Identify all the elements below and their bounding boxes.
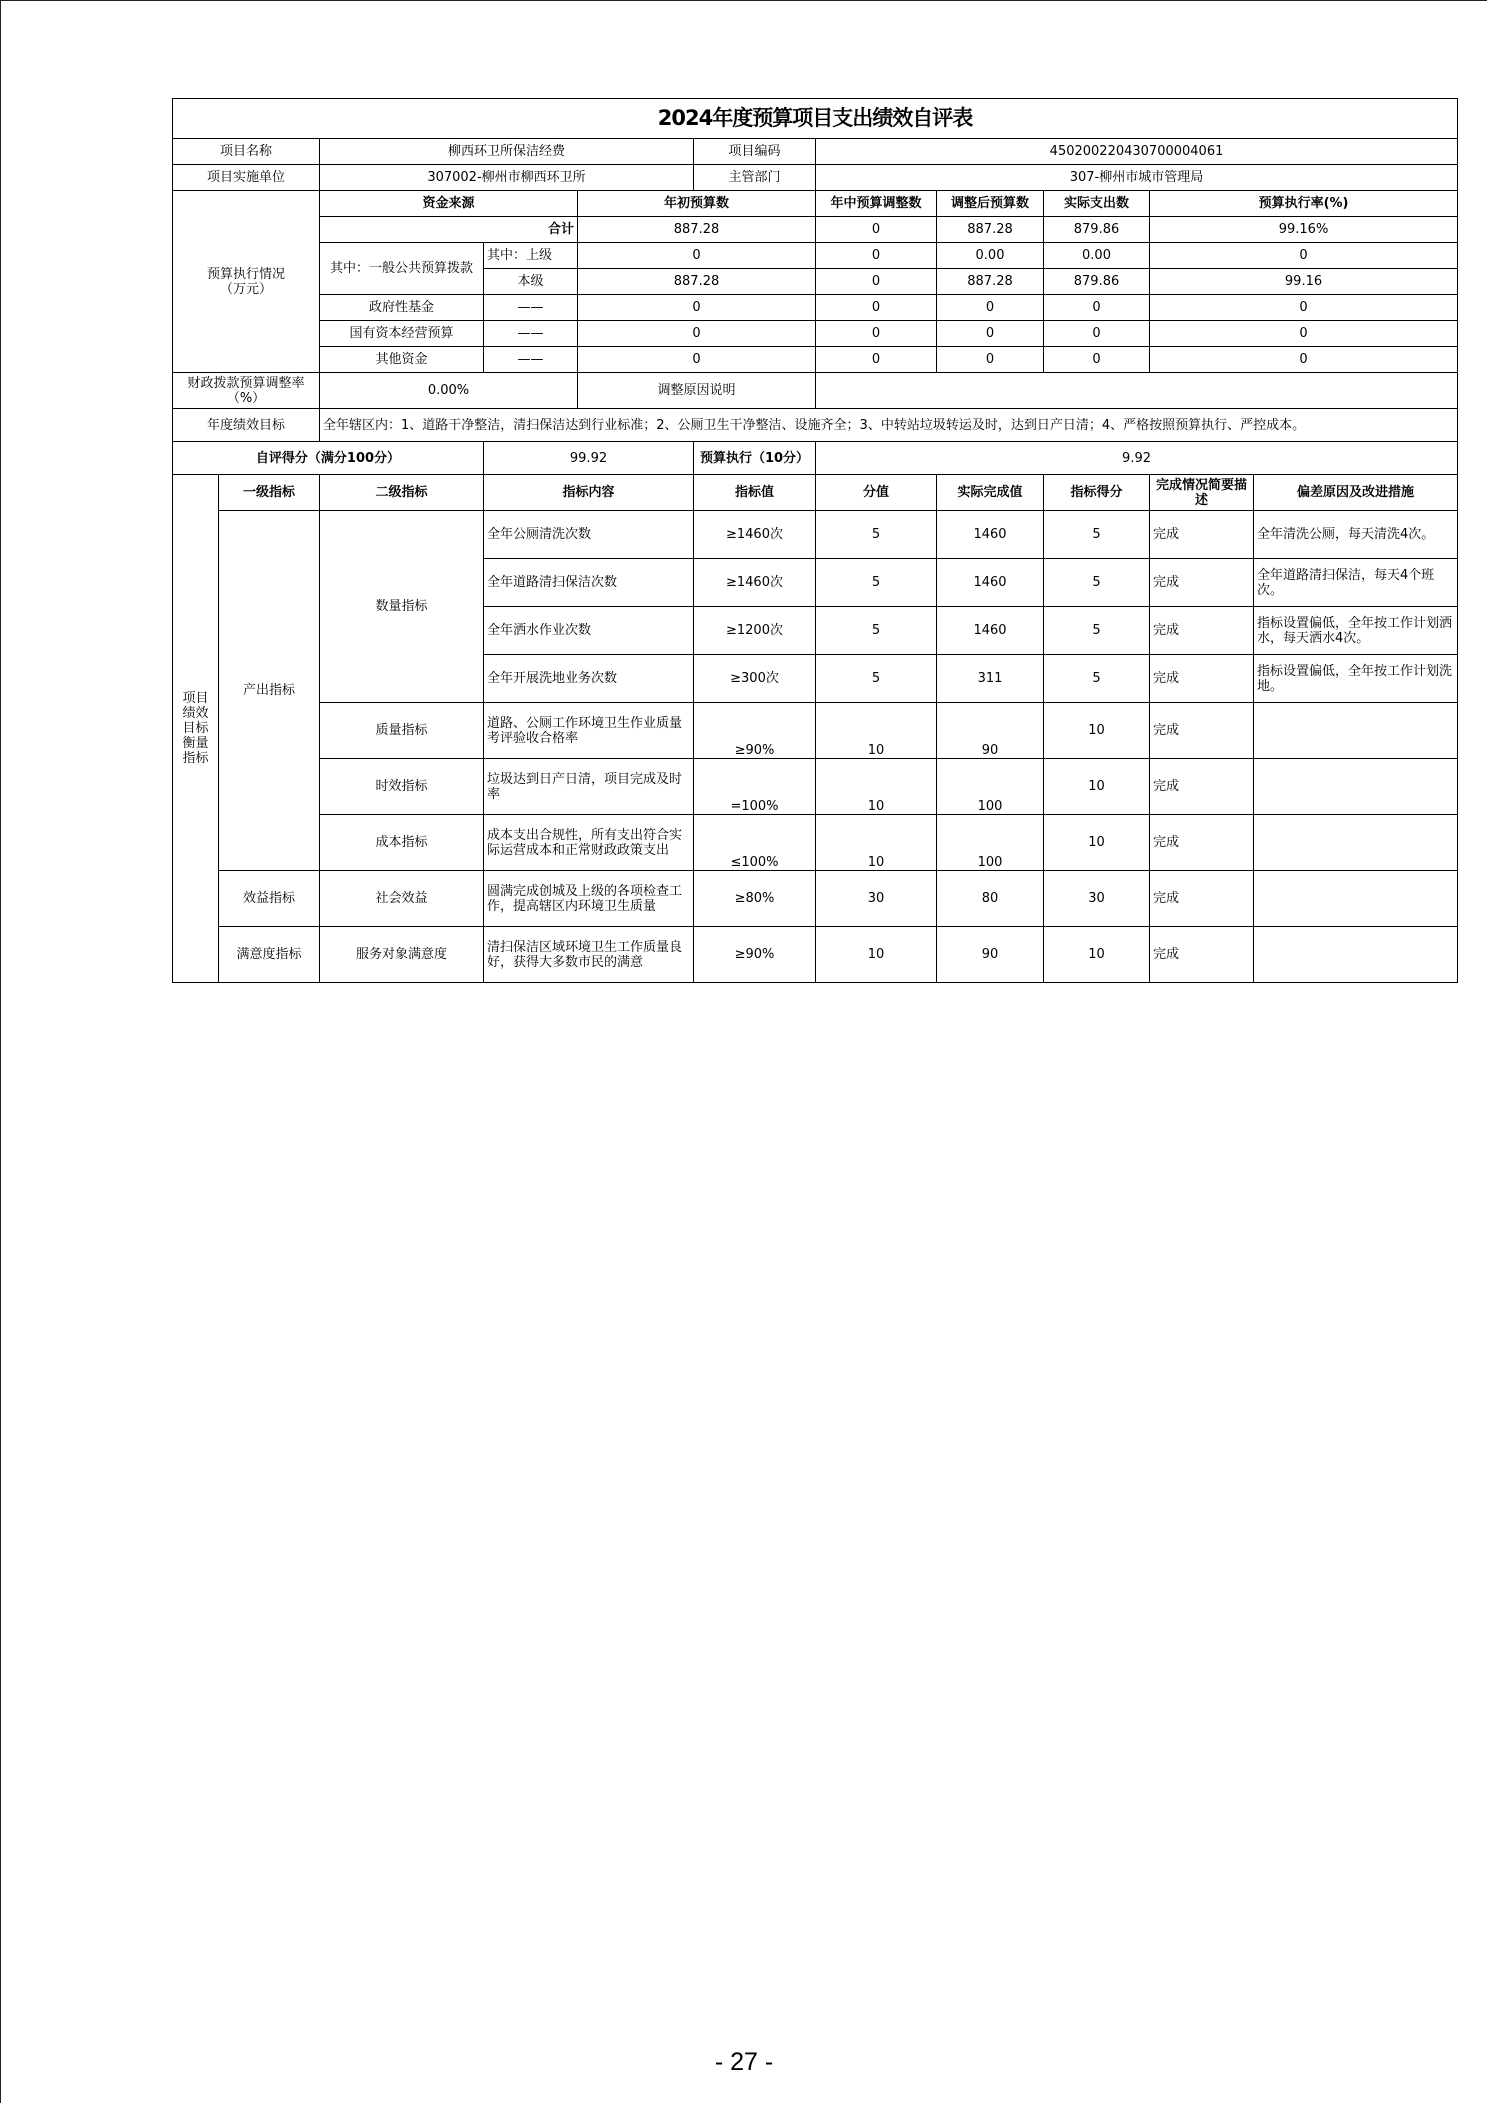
budget-header-source: 资金来源 [320,191,578,217]
indicator-actual: 80 [937,871,1044,927]
indicator-points: 10 [816,759,937,815]
indicator-reason: 指标设置偏低，全年按工作计划洒水，每天洒水4次。 [1254,607,1458,655]
adjust-rate-value: 0.00% [320,373,578,409]
budget-total-adjusted: 887.28 [937,217,1044,243]
indicator-target: ≥80% [694,871,816,927]
dept-value: 307-柳州市城市管理局 [816,165,1458,191]
indicator-status: 完成 [1150,927,1254,983]
level1-satisfaction: 满意度指标 [219,927,320,983]
ind-header-reason: 偏差原因及改进措施 [1254,475,1458,511]
adjust-reason-value [816,373,1458,409]
self-score-value: 99.92 [484,442,694,475]
indicator-section-label: 项目 绩效 目标 衡量 指标 [173,475,219,983]
indicator-points: 5 [816,559,937,607]
ind-header-content: 指标内容 [484,475,694,511]
indicator-content: 成本支出合规性，所有支出符合实际运营成本和正常财政政策支出 [484,815,694,871]
budget-local-label: 本级 [484,269,578,295]
budget-state-capital-initial: 0 [578,321,816,347]
indicator-points: 5 [816,655,937,703]
budget-state-capital-adjusted: 0 [937,321,1044,347]
indicator-status: 完成 [1150,607,1254,655]
level2-cost: 成本指标 [320,815,484,871]
page-number: - 27 - [714,2048,774,2076]
budget-state-capital-label: 国有资本经营预算 [320,321,484,347]
budget-local-adjusted: 887.28 [937,269,1044,295]
indicator-points: 5 [816,607,937,655]
self-score-label: 自评得分（满分100分） [173,442,484,475]
budget-state-capital-rate: 0 [1150,321,1458,347]
budget-upper-rate: 0 [1150,243,1458,269]
unit-label: 项目实施单位 [173,165,320,191]
budget-header-adjust: 年中预算调整数 [816,191,937,217]
level1-benefit: 效益指标 [219,871,320,927]
indicator-target: ≥90% [694,927,816,983]
indicator-score: 10 [1044,927,1150,983]
budget-other-adjusted: 0 [937,347,1044,373]
indicator-reason [1254,759,1458,815]
budget-other-label: 其他资金 [320,347,484,373]
indicator-reason [1254,927,1458,983]
budget-state-capital-actual: 0 [1044,321,1150,347]
indicator-points: 10 [816,927,937,983]
budget-total-rate: 99.16% [1150,217,1458,243]
budget-other-actual: 0 [1044,347,1150,373]
budget-total-initial: 887.28 [578,217,816,243]
indicator-target: ≥300次 [694,655,816,703]
budget-upper-actual: 0.00 [1044,243,1150,269]
indicator-content: 清扫保洁区域环境卫生工作质量良好，获得大多数市民的满意 [484,927,694,983]
indicator-points: 30 [816,871,937,927]
level2-quality: 质量指标 [320,703,484,759]
indicator-reason [1254,815,1458,871]
budget-gov-fund-adjusted: 0 [937,295,1044,321]
indicator-reason [1254,703,1458,759]
budget-gov-fund-adjust: 0 [816,295,937,321]
indicator-points: 5 [816,511,937,559]
indicator-content: 圆满完成创城及上级的各项检查工作，提高辖区内环境卫生质量 [484,871,694,927]
budget-local-rate: 99.16 [1150,269,1458,295]
indicator-status: 完成 [1150,759,1254,815]
annual-goal-text: 全年辖区内：1、道路干净整洁，清扫保洁达到行业标准；2、公厕卫生干净整洁、设施齐全；3、中转站垃圾转运及时，达到日产日清；4、严格按照预算执行、严控成本。 [320,409,1458,442]
budget-gov-fund-actual: 0 [1044,295,1150,321]
ind-header-status: 完成情况简要描述 [1150,475,1254,511]
budget-upper-initial: 0 [578,243,816,269]
budget-gov-fund-label: 政府性基金 [320,295,484,321]
indicator-actual: 90 [937,927,1044,983]
ind-header-score: 指标得分 [1044,475,1150,511]
budget-total-adjust: 0 [816,217,937,243]
budget-gov-fund-initial: 0 [578,295,816,321]
adjust-rate-label: 财政拨款预算调整率（%） [173,373,320,409]
indicator-reason [1254,871,1458,927]
indicator-actual: 1460 [937,511,1044,559]
budget-header-rate: 预算执行率(%) [1150,191,1458,217]
budget-gov-fund-rate: 0 [1150,295,1458,321]
budget-total-actual: 879.86 [1044,217,1150,243]
indicator-score: 5 [1044,655,1150,703]
budget-exec-label: 预算执行（10分） [694,442,816,475]
adjust-reason-label: 调整原因说明 [578,373,816,409]
indicator-actual: 311 [937,655,1044,703]
indicator-points: 10 [816,815,937,871]
budget-section-label: 预算执行情况 （万元） [173,191,320,373]
indicator-target: ≥1200次 [694,607,816,655]
budget-local-initial: 887.28 [578,269,816,295]
budget-gov-fund-dash: —— [484,295,578,321]
budget-other-initial: 0 [578,347,816,373]
performance-self-evaluation-table [172,98,1458,983]
indicator-content: 全年洒水作业次数 [484,607,694,655]
level2-quantity: 数量指标 [320,511,484,703]
indicator-score: 10 [1044,759,1150,815]
indicator-score: 30 [1044,871,1150,927]
project-code: 450200220430700004061 [816,139,1458,165]
dept-label: 主管部门 [694,165,816,191]
ind-header-points: 分值 [816,475,937,511]
budget-header-actual: 实际支出数 [1044,191,1150,217]
budget-upper-adjusted: 0.00 [937,243,1044,269]
table-title: 2024年度预算项目支出绩效自评表 [173,99,1458,139]
indicator-reason: 全年清洗公厕，每天清洗4次。 [1254,511,1458,559]
project-code-label: 项目编码 [694,139,816,165]
annual-goal-label: 年度绩效目标 [173,409,320,442]
budget-exec-value: 9.92 [816,442,1458,475]
indicator-actual: 1460 [937,607,1044,655]
indicator-reason: 全年道路清扫保洁，每天4个班次。 [1254,559,1458,607]
indicator-score: 5 [1044,559,1150,607]
budget-total-label: 合计 [320,217,578,243]
indicator-target: =100% [694,759,816,815]
indicator-target: ≥1460次 [694,559,816,607]
budget-local-actual: 879.86 [1044,269,1150,295]
indicator-score: 10 [1044,815,1150,871]
unit-value: 307002-柳州市柳西环卫所 [320,165,694,191]
budget-header-initial: 年初预算数 [578,191,816,217]
level2-social: 社会效益 [320,871,484,927]
indicator-status: 完成 [1150,871,1254,927]
budget-upper-adjust: 0 [816,243,937,269]
project-name-label: 项目名称 [173,139,320,165]
indicator-target: ≥1460次 [694,511,816,559]
level1-output: 产出指标 [219,511,320,871]
indicator-actual: 1460 [937,559,1044,607]
indicator-status: 完成 [1150,815,1254,871]
budget-state-capital-adjust: 0 [816,321,937,347]
ind-header-level1: 一级指标 [219,475,320,511]
budget-state-capital-dash: —— [484,321,578,347]
budget-local-adjust: 0 [816,269,937,295]
level2-time: 时效指标 [320,759,484,815]
indicator-target: ≤100% [694,815,816,871]
indicator-content: 全年道路清扫保洁次数 [484,559,694,607]
indicator-points: 10 [816,703,937,759]
indicator-score: 10 [1044,703,1150,759]
indicator-score: 5 [1044,607,1150,655]
indicator-status: 完成 [1150,703,1254,759]
indicator-actual: 100 [937,759,1044,815]
indicator-actual: 100 [937,815,1044,871]
indicator-content: 全年开展洗地业务次数 [484,655,694,703]
indicator-status: 完成 [1150,655,1254,703]
indicator-content: 垃圾达到日产日清，项目完成及时率 [484,759,694,815]
project-name: 柳西环卫所保洁经费 [320,139,694,165]
budget-header-adjusted: 调整后预算数 [937,191,1044,217]
indicator-target: ≥90% [694,703,816,759]
budget-general-label: 其中：一般公共预算拨款 [320,243,484,295]
budget-other-adjust: 0 [816,347,937,373]
budget-other-rate: 0 [1150,347,1458,373]
indicator-reason: 指标设置偏低，全年按工作计划洗地。 [1254,655,1458,703]
indicator-content: 道路、公厕工作环境卫生作业质量考评验收合格率 [484,703,694,759]
indicator-score: 5 [1044,511,1150,559]
indicator-actual: 90 [937,703,1044,759]
ind-header-target: 指标值 [694,475,816,511]
indicator-content: 全年公厕清洗次数 [484,511,694,559]
indicator-status: 完成 [1150,559,1254,607]
budget-other-dash: —— [484,347,578,373]
level2-service: 服务对象满意度 [320,927,484,983]
ind-header-actual: 实际完成值 [937,475,1044,511]
budget-upper-label: 其中：上级 [484,243,578,269]
ind-header-level2: 二级指标 [320,475,484,511]
indicator-status: 完成 [1150,511,1254,559]
